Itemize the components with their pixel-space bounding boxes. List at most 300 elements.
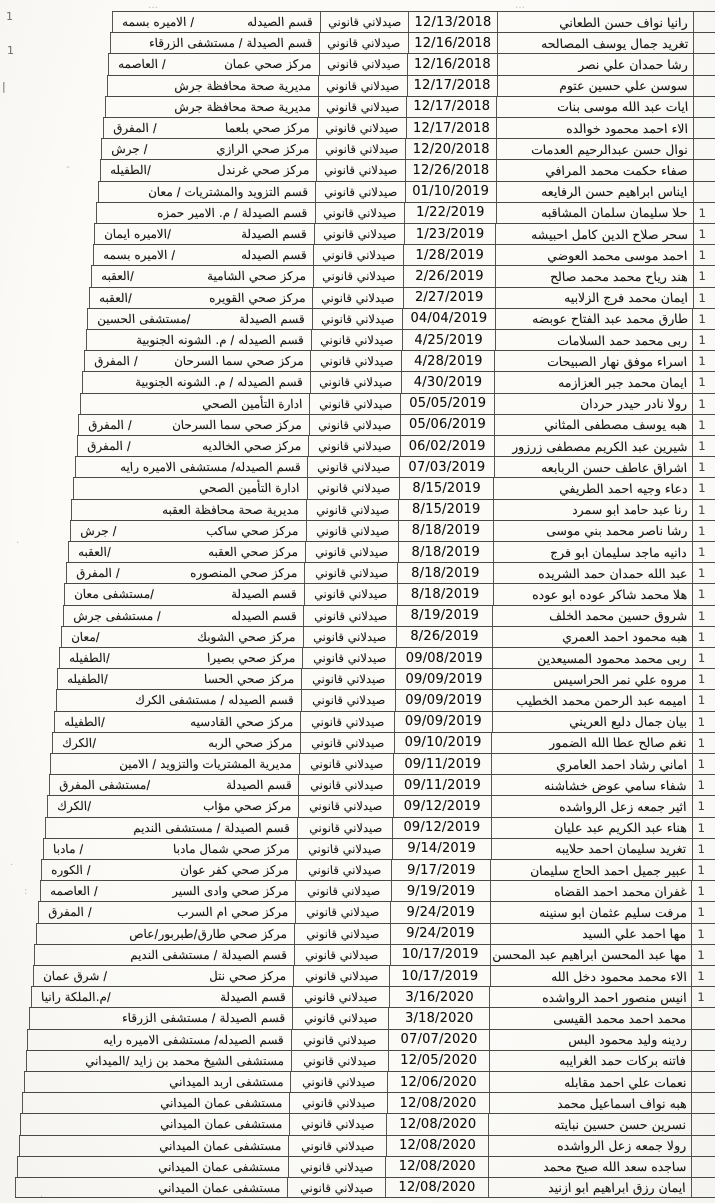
job-title-label: صيدلاني قانوني (320, 290, 395, 305)
date-cell (403, 245, 495, 265)
department-label: مركز صحي الربه (207, 735, 293, 750)
table-row (22, 1092, 715, 1113)
department-cell (98, 182, 315, 202)
serial-number-fragment: 1 (698, 205, 706, 220)
job-title-cell (314, 224, 404, 244)
serial-number-fragment: 1 (697, 714, 706, 729)
job-title-label: صيدلاني قانوني (318, 396, 393, 411)
department-cell (52, 733, 300, 753)
job-title-label: صيدلاني قانوني (320, 311, 395, 326)
date-cell (392, 839, 491, 859)
job-title-label: صيدلاني قانوني (315, 502, 390, 517)
job-title-label: صيدلاني قانوني (309, 778, 384, 793)
job-title-cell (297, 818, 392, 838)
job-title-label: صيدلاني قانوني (302, 1075, 376, 1090)
date-cell (396, 606, 492, 626)
department-cell (70, 521, 306, 541)
job-title-label: صيدلاني قانوني (319, 333, 394, 348)
job-title-label: صيدلاني قانوني (305, 926, 380, 941)
employee-name: عبد الله حمدان حمد الشريده (537, 565, 688, 581)
scan-artifact-mark: | (2, 80, 6, 93)
appointment-date: 12/16/2018 (414, 35, 492, 51)
employee-name: شيرين عبد الكريم مصطفى زرزور (511, 438, 688, 454)
date-cell (397, 563, 493, 583)
department-label: مركز صحي بصيرا (206, 651, 296, 666)
table-row (49, 774, 715, 795)
job-title-cell (301, 690, 395, 710)
name-cell (495, 266, 694, 286)
department-label: قسم الصيدلة / مستشفى النديم (129, 947, 287, 962)
department-label: مركز صحي مؤاب (202, 799, 292, 814)
serial-number-fragment: 1 (698, 417, 706, 432)
department-label: مركز صحي بلعما (224, 121, 311, 136)
serial-number-fragment: 1 (697, 629, 706, 644)
governorate-label: /مستشفى المفرق (58, 778, 151, 793)
employee-name: ربى محمد حمد السلامات (556, 332, 688, 348)
table-row (43, 838, 715, 859)
date-cell (402, 309, 495, 329)
department-label: مركز صحي الشوبك (196, 629, 296, 644)
serial-cell (693, 881, 715, 901)
employee-name: الاء احمد محمود خوالده (565, 120, 689, 136)
appointment-date: 07/03/2019 (408, 459, 486, 475)
job-title-cell (308, 436, 400, 456)
governorate-label: /الطفيله (68, 651, 111, 666)
name-cell (494, 372, 693, 392)
appointment-date: 09/09/2019 (405, 671, 483, 687)
table-row (108, 53, 715, 74)
table-row (75, 456, 715, 477)
appointment-date: 10/17/2019 (401, 968, 479, 984)
serial-number-fragment: 1 (697, 672, 706, 687)
table-row (98, 181, 715, 202)
name-cell (493, 521, 693, 541)
department-label: قسم الصيدله/ مستشفى الاميره رايه (119, 460, 301, 475)
employee-name: مها احمد علي السيد (582, 926, 687, 942)
governorate-label: / العاصمه (118, 57, 167, 72)
department-cell (59, 648, 302, 668)
employee-name: تغريد جمال يوسف المصالحه (540, 35, 689, 51)
job-title-label: صيدلاني قانوني (309, 757, 384, 772)
serial-cell (693, 542, 715, 562)
job-title-cell (296, 860, 391, 880)
governorate-label: / الاميره بسمه (102, 248, 176, 263)
appointment-date: 12/20/2018 (412, 141, 490, 157)
serial-number-fragment: 1 (698, 502, 706, 517)
serial-number-fragment: 1 (697, 905, 705, 920)
table-row (66, 562, 715, 583)
employee-name: اماني رشاد احمد العامري (555, 756, 688, 772)
employee-name: اشراق عاطف حسن الربابعه (540, 459, 688, 475)
job-title-label: صيدلاني قانوني (299, 1180, 374, 1195)
job-title-label: صيدلاني قانوني (325, 78, 400, 93)
appointment-date: 12/08/2020 (399, 1138, 477, 1154)
serial-number-fragment: 1 (698, 523, 706, 538)
job-title-cell (289, 1093, 386, 1113)
appointment-date: 8/18/2019 (411, 565, 480, 581)
serial-number-fragment: 1 (697, 990, 705, 1005)
department-cell (19, 1136, 289, 1156)
job-title-label: صيدلاني قانوني (315, 523, 390, 538)
job-title-label: صيدلاني قانوني (306, 884, 381, 899)
serial-cell (694, 12, 715, 32)
table-row (105, 96, 715, 117)
appointment-date: 4/25/2019 (414, 332, 483, 348)
job-title-cell (320, 12, 408, 32)
name-cell (493, 584, 693, 604)
department-cell (103, 118, 317, 138)
appointment-date: 12/17/2018 (413, 99, 491, 115)
date-cell (408, 12, 497, 32)
employee-name: سحر صلاح الدين كامل احبيشه (530, 226, 689, 242)
employee-name: شفاء سامي عوض خشاشنه (543, 777, 688, 793)
serial-cell (693, 584, 715, 604)
table-row (73, 477, 715, 498)
job-title-cell (309, 415, 400, 435)
department-cell (17, 1157, 288, 1177)
appointment-date: 9/24/2019 (406, 904, 475, 920)
date-cell (395, 669, 492, 689)
department-label: مستشفى عمان الميداني (157, 1180, 281, 1195)
employee-name: احمد موسى محمد العوضي (546, 247, 688, 263)
department-cell (105, 97, 318, 117)
job-title-label: صيدلاني قانوني (308, 799, 383, 814)
date-cell (386, 1136, 488, 1156)
job-title-label: صيدلاني قانوني (310, 735, 385, 750)
name-cell (488, 1136, 692, 1156)
serial-number-fragment: 1 (698, 481, 706, 496)
governorate-label: /الطفيله (63, 714, 106, 729)
department-label: مركز صحي ساكب (206, 523, 299, 538)
serial-cell (694, 203, 715, 223)
date-cell (399, 457, 493, 477)
name-cell (489, 1008, 692, 1028)
table-row (78, 414, 715, 435)
governorate-label: /الطفيله (66, 672, 109, 687)
name-cell (495, 330, 694, 350)
appointment-date: 12/08/2020 (398, 1159, 476, 1175)
serial-number-fragment: 1 (698, 269, 706, 284)
appointment-date: 4/28/2019 (414, 353, 483, 369)
job-title-cell (316, 139, 405, 159)
serial-cell (693, 669, 715, 689)
name-cell (490, 945, 693, 965)
table-row (84, 350, 715, 371)
department-cell (33, 966, 293, 986)
department-cell (94, 224, 314, 244)
date-cell (388, 1030, 489, 1050)
job-title-label: صيدلاني قانوني (316, 481, 391, 496)
appointment-date: 8/18/2019 (411, 544, 480, 560)
department-cell (108, 54, 318, 74)
date-cell (387, 1093, 489, 1113)
department-label: مركز صحي الشامية (206, 269, 307, 284)
table-row (36, 923, 715, 944)
name-cell (492, 627, 693, 647)
date-cell (398, 500, 493, 520)
table-row (40, 880, 715, 901)
department-label: مركز صحي القويره (208, 290, 306, 305)
name-cell (497, 76, 694, 96)
name-cell (496, 182, 694, 202)
name-cell (494, 436, 694, 456)
date-cell (402, 330, 495, 350)
appointment-date: 10/17/2019 (401, 947, 479, 963)
department-cell (29, 1008, 292, 1028)
serial-number-fragment: 1 (698, 460, 706, 475)
serial-cell (693, 478, 715, 498)
department-label: مستشفى عمان الميداني (159, 1096, 283, 1111)
serial-cell (692, 1008, 715, 1028)
table-row (71, 499, 715, 520)
serial-cell (693, 818, 715, 838)
name-cell (491, 754, 692, 774)
job-title-cell (312, 309, 403, 329)
employee-name: صفاء حكمت محمد المرافي (544, 162, 689, 178)
job-title-cell (302, 648, 395, 668)
appointment-date: 12/16/2018 (413, 56, 491, 72)
department-cell (36, 924, 294, 944)
job-title-cell (313, 245, 403, 265)
date-cell (403, 288, 495, 308)
job-title-cell (307, 478, 399, 498)
name-cell (491, 796, 693, 816)
department-cell (43, 839, 296, 859)
appointment-date: 09/09/2019 (405, 692, 483, 708)
appointment-date: 12/06/2020 (399, 1074, 477, 1090)
table-row (17, 1156, 715, 1177)
department-label: مركز صحي كفر عوان (179, 863, 290, 878)
scan-artifact-mark: : (24, 886, 28, 897)
date-cell (396, 627, 492, 647)
department-cell (45, 818, 297, 838)
job-title-label: صيدلاني قانوني (313, 608, 388, 623)
scan-artifact-mark: · (10, 860, 14, 871)
job-title-cell (316, 160, 405, 180)
department-label: قسم الصيدله / م. الشونه الجنوبية (134, 375, 304, 390)
name-cell (492, 712, 693, 732)
table-row (15, 1177, 715, 1198)
job-title-label: صيدلاني قانوني (322, 205, 397, 220)
department-label: مركز صحي سما السرحان (171, 417, 302, 432)
name-cell (489, 1093, 692, 1113)
appointment-date: 04/04/2019 (410, 311, 488, 327)
serial-number-fragment: 1 (698, 227, 706, 242)
appointment-date: 12/08/2020 (398, 1180, 476, 1196)
serial-cell (693, 775, 715, 795)
department-label: مركز صحي عمان (223, 57, 313, 72)
department-cell (101, 139, 316, 159)
employee-name: مها عبد المحسن ابراهيم عبد المحسن (491, 947, 687, 963)
appointment-date: 3/16/2020 (405, 989, 474, 1005)
table-row (50, 753, 715, 774)
job-title-label: صيدلاني قانوني (327, 15, 402, 30)
job-title-cell (306, 500, 398, 520)
employee-name: الاء محمد محمود دخل الله (550, 968, 687, 984)
serial-number-fragment: 1 (697, 820, 705, 835)
table-row (103, 117, 715, 138)
table-row (91, 265, 715, 286)
scan-artifact-mark: - (66, 162, 70, 173)
date-cell (397, 584, 493, 604)
employee-name: هند رياح محمد محمد صالح (549, 268, 688, 284)
department-cell (63, 606, 304, 626)
job-title-label: صيدلاني قانوني (307, 863, 382, 878)
governorate-label: /الكرك (56, 799, 92, 814)
appointment-date: 06/02/2019 (408, 438, 486, 454)
serial-number-fragment: 1 (697, 926, 705, 941)
name-cell (495, 224, 693, 244)
serial-cell (694, 139, 715, 159)
job-title-label: صيدلاني قانوني (324, 142, 399, 157)
appointment-date: 3/18/2020 (405, 1010, 474, 1026)
appointment-date: 8/19/2019 (410, 608, 480, 624)
appointment-date: 1/22/2019 (416, 205, 485, 221)
department-label: قسم الصيدلة (240, 227, 308, 242)
job-title-cell (293, 966, 389, 986)
appointment-date: 09/11/2019 (404, 777, 481, 793)
governorate-label: /م.الملكة رانيا (40, 990, 112, 1005)
department-label: مديرية المشتريات والتزويد / الامين (118, 757, 293, 772)
date-cell (404, 224, 496, 244)
date-cell (395, 648, 492, 668)
department-cell (71, 500, 306, 520)
department-cell (107, 76, 318, 96)
employee-name: رولا جمعه زعل الرواشده (556, 1138, 687, 1154)
department-cell (93, 245, 314, 265)
date-cell (393, 775, 491, 795)
employee-name: سوسن علي حسين عتوم (559, 78, 689, 94)
employee-name: نعمات علي احمد مقابله (563, 1074, 687, 1090)
name-cell (495, 245, 693, 265)
employee-name: نوال حسن عبدالرحيم العدمات (530, 141, 689, 157)
name-cell (496, 97, 694, 117)
table-row (61, 626, 715, 647)
date-cell (403, 266, 495, 286)
scan-artifact-mark: … (148, 0, 158, 11)
table-row (24, 1071, 715, 1092)
serial-cell (694, 118, 715, 138)
department-cell (24, 1072, 290, 1092)
date-cell (406, 118, 496, 138)
appointment-date: 8/26/2019 (410, 629, 479, 645)
date-cell (385, 1178, 488, 1197)
employee-name: تغريد سليمان احمد حلايبه (555, 841, 687, 857)
appointment-date: 8/15/2019 (412, 480, 481, 496)
appointment-date: 05/05/2019 (409, 396, 487, 412)
job-title-label: صيدلاني قانوني (304, 990, 379, 1005)
serial-number-fragment: 1 (698, 354, 706, 369)
employee-name: فاتنه بركات حمد الغرايبه (559, 1053, 687, 1069)
serial-cell (693, 309, 715, 329)
department-cell (78, 415, 308, 435)
job-title-cell (303, 627, 396, 647)
serial-cell (692, 1157, 715, 1177)
department-label: قسم التزويد والمشتريات / معان (147, 184, 309, 199)
scan-artifact-mark: … (515, 0, 525, 11)
serial-cell (692, 1030, 715, 1050)
job-title-cell (297, 839, 392, 859)
appointment-date: 8/18/2019 (410, 586, 480, 602)
table-row (93, 244, 715, 265)
employee-name: دانيه ماجد سليمان ابو فرج (550, 544, 688, 560)
department-label: مستشفى عمان الميداني (158, 1138, 282, 1153)
date-cell (400, 436, 494, 456)
appointment-date: 12/05/2020 (400, 1053, 478, 1069)
job-title-cell (298, 796, 393, 816)
serial-number-fragment: 1 (697, 841, 705, 856)
table-row (59, 647, 715, 668)
job-title-cell (294, 945, 390, 965)
name-cell (495, 309, 694, 329)
job-title-cell (315, 182, 404, 202)
job-title-cell (319, 54, 407, 74)
department-cell (89, 288, 312, 308)
date-cell (401, 351, 494, 371)
department-label: مديرية صحة محافظة العقبه (161, 502, 300, 517)
department-cell (96, 203, 314, 223)
department-label: مديرية صحة محافظة جرش (174, 78, 312, 93)
department-cell (87, 309, 311, 329)
department-label: مركز صحي ام السرب (176, 905, 289, 920)
job-title-label: صيدلاني قانوني (304, 969, 379, 984)
name-cell (488, 1157, 692, 1177)
department-label: قسم الصيدله (230, 608, 297, 623)
job-title-cell (300, 733, 394, 753)
date-cell (390, 945, 490, 965)
department-label: قسم الصيدلة (238, 311, 305, 326)
governorate-label: / المفرق (86, 439, 131, 454)
department-cell (64, 584, 303, 604)
job-title-cell (304, 584, 397, 604)
scan-artifact-mark: 1 (7, 44, 14, 57)
appointment-date: 2/26/2019 (415, 268, 484, 284)
serial-number-fragment: 1 (698, 248, 706, 263)
job-title-label: صيدلاني قانوني (316, 460, 391, 475)
job-title-label: صيدلاني قانوني (307, 841, 382, 856)
date-cell (404, 203, 495, 223)
serial-cell (694, 33, 715, 53)
date-cell (390, 924, 490, 944)
appointment-date: 12/26/2018 (412, 162, 490, 178)
job-title-cell (307, 457, 399, 477)
job-title-label: صيدلاني قانوني (300, 1159, 374, 1174)
serial-cell (692, 945, 715, 965)
appointment-date: 9/24/2019 (406, 926, 475, 942)
employee-name: انيس منصور احمد الرواشده (541, 989, 687, 1005)
name-cell (496, 203, 694, 223)
appointment-date: 1/28/2019 (415, 247, 485, 263)
name-cell (494, 457, 694, 477)
department-cell (66, 563, 304, 583)
governorate-label: /مستشفى الحسين (96, 311, 192, 326)
serial-number-fragment: 1 (698, 566, 706, 581)
appointment-date: 09/11/2019 (404, 756, 482, 772)
department-cell (84, 351, 311, 371)
table-row (19, 1135, 715, 1156)
employee-name: غفران محمد احمد القضاه (553, 883, 687, 899)
appointment-date: 12/17/2018 (413, 120, 490, 136)
serial-cell (694, 224, 715, 244)
table-row (80, 393, 715, 414)
table-row (87, 308, 715, 329)
date-cell (398, 521, 493, 541)
serial-cell (692, 1093, 715, 1113)
job-title-cell (287, 1178, 385, 1197)
date-cell (394, 733, 492, 753)
serial-number-fragment: 1 (697, 884, 705, 899)
table-row (77, 435, 715, 456)
